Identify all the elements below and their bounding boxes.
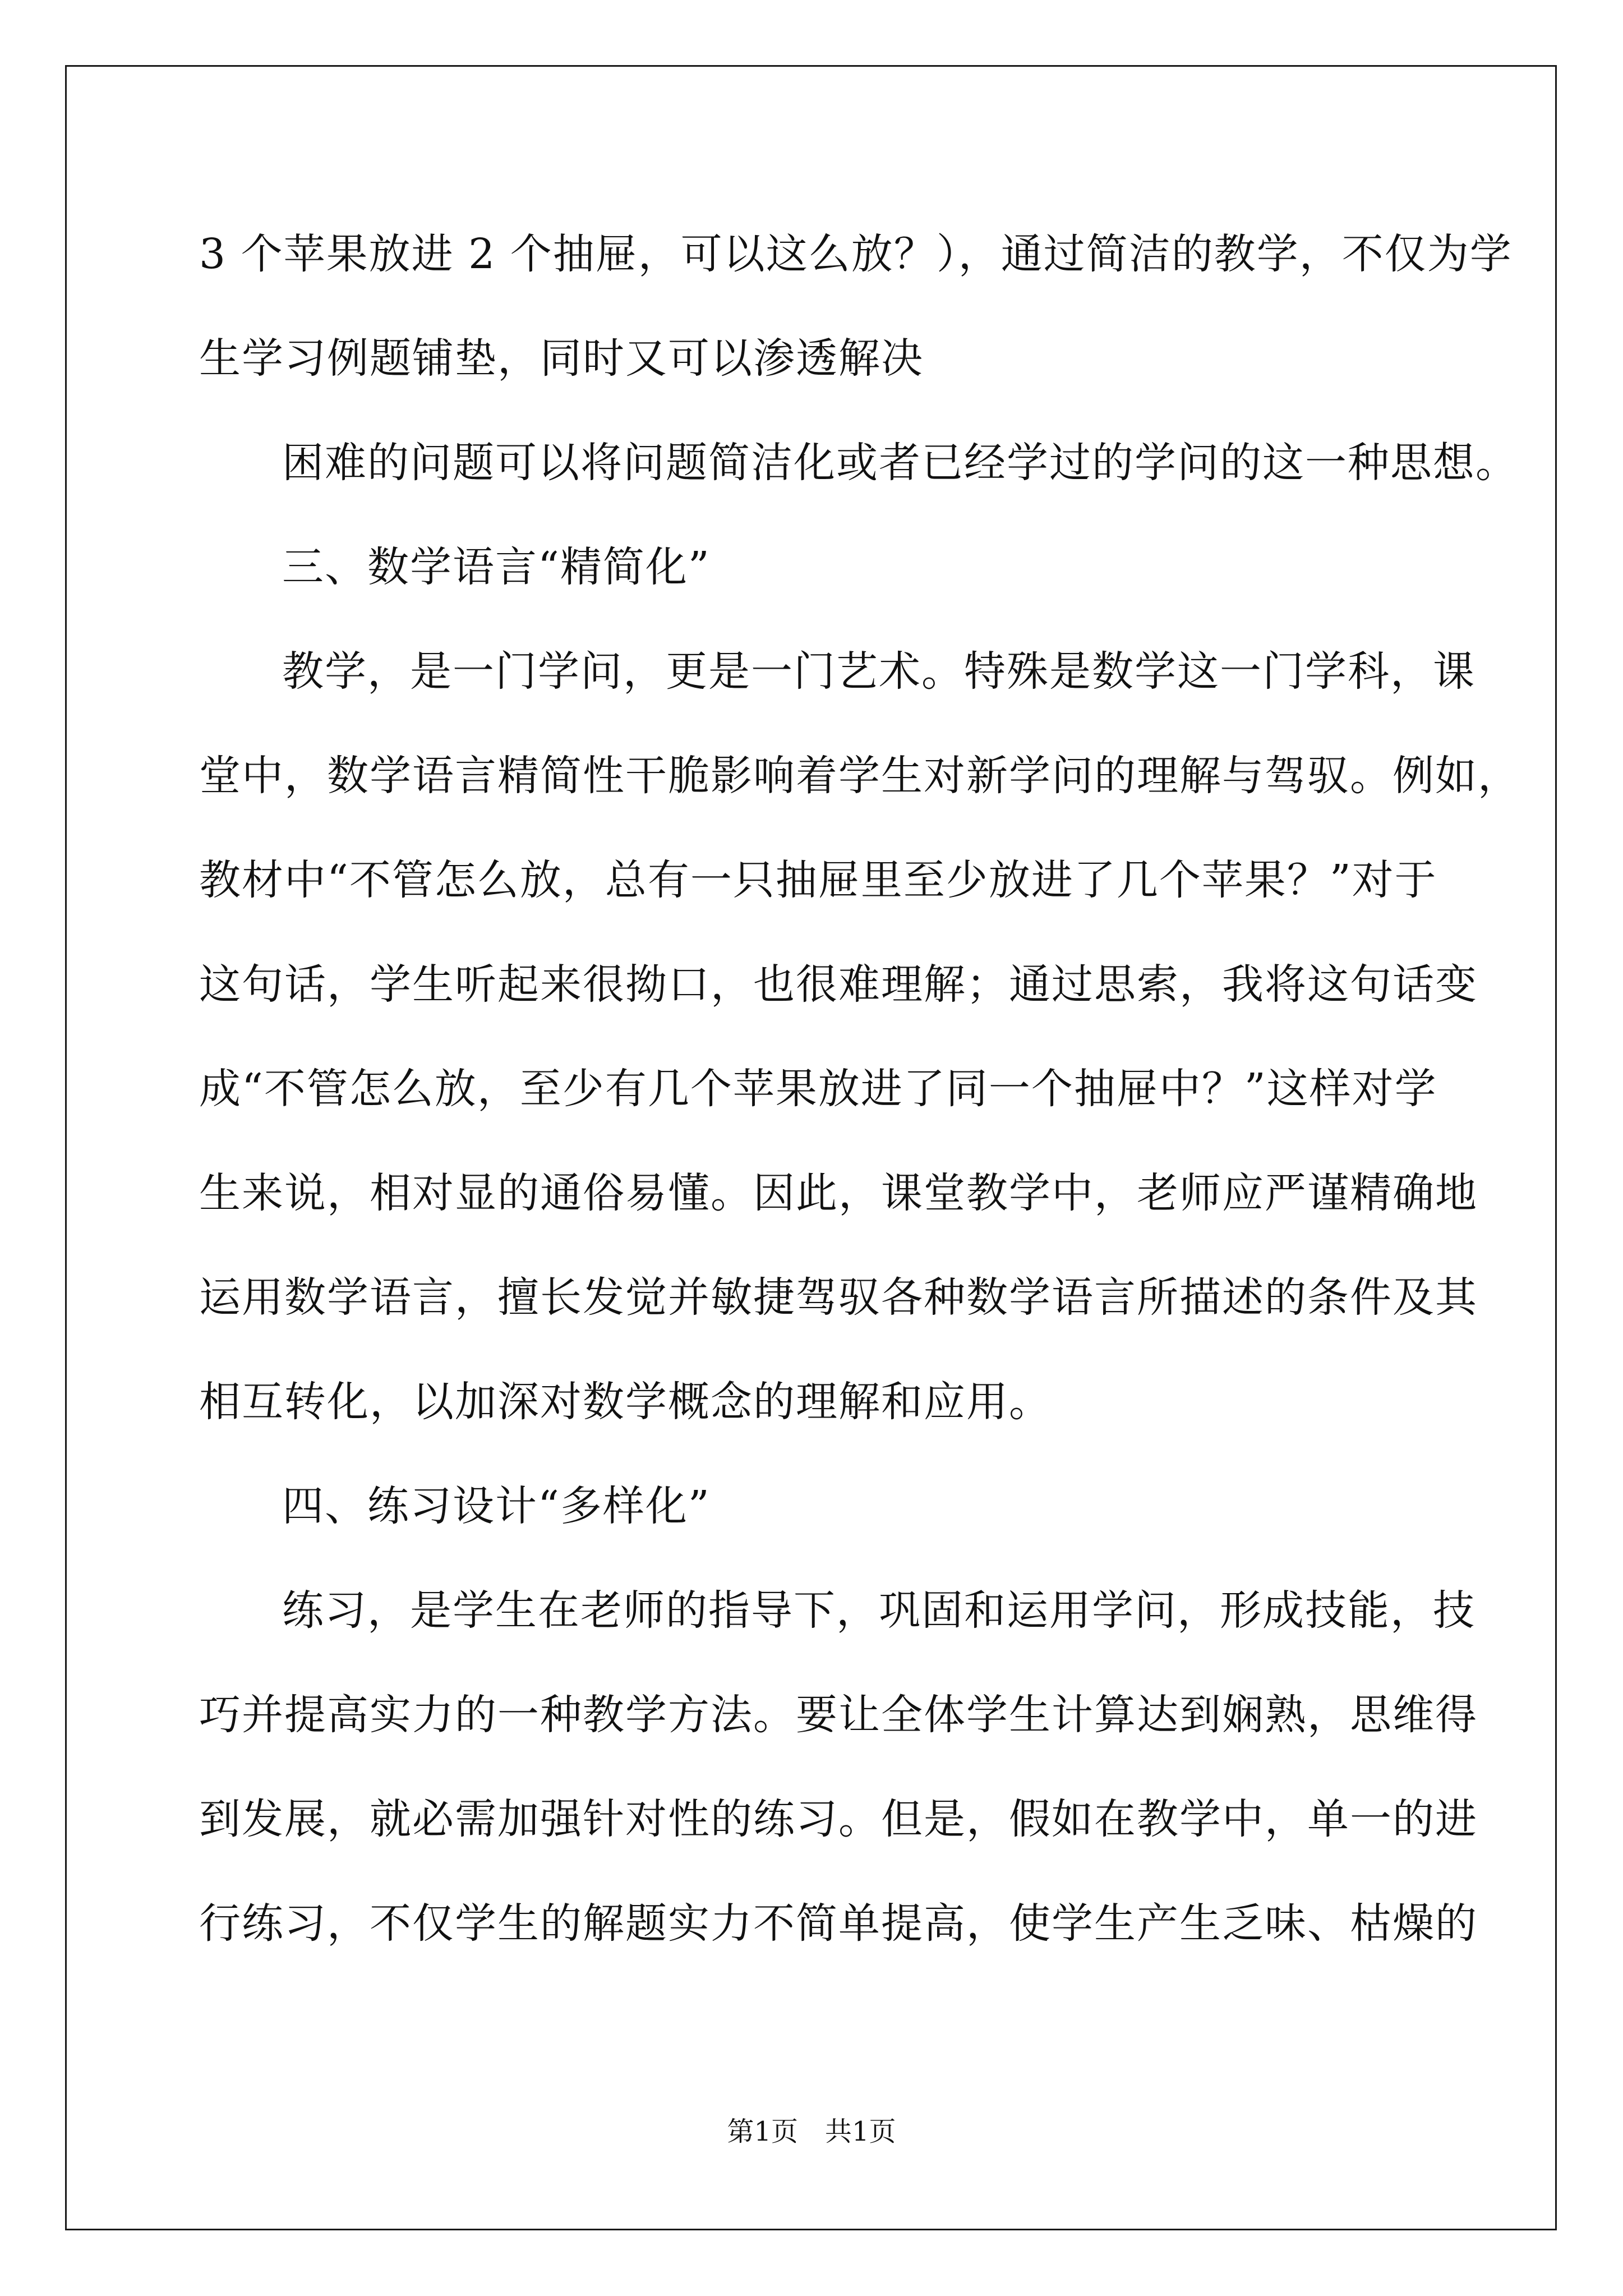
text-line: 生学习例题铺垫，同时又可以渗透解决 <box>199 334 924 383</box>
text-line: 这句话，学生听起来很拗口，也很难理解；通过思索，我将这句话变 <box>199 960 1478 1009</box>
paragraph-start: 练习，是学生在老师的指导下，巩固和运用学问，形成技能，技 <box>282 1586 1476 1635</box>
text-line: 到发展，就必需加强针对性的练习。但是，假如在教学中，单一的进 <box>199 1795 1478 1843</box>
page-number: 第1页 <box>727 2116 798 2147</box>
text-line: 成“不管怎么放，至少有几个苹果放进了同一个抽屉中？”这样对学 <box>199 1065 1437 1113</box>
document-body <box>199 202 1520 1976</box>
text-line: 教材中“不管怎么放，总有一只抽屉里至少放进了几个苹果？”对于 <box>199 856 1437 904</box>
text-line: 行练习，不仅学生的解题实力不简单提高，使学生产生乏味、枯燥的 <box>199 1899 1478 1948</box>
paragraph-start: 教学，是一门学问，更是一门艺术。特殊是数学这一门学科，课 <box>282 647 1476 696</box>
paragraph-start: 困难的问题可以将问题简洁化或者已经学过的学问的这一种思想。 <box>282 439 1518 487</box>
page-total: 共1页 <box>825 2116 896 2147</box>
text-line: 堂中，数学语言精简性干脆影响着学生对新学问的理解与驾驭。例如， <box>199 752 1520 800</box>
text-line: 巧并提高实力的一种教学方法。要让全体学生计算达到娴熟，思维得 <box>199 1691 1478 1739</box>
text-line: 运用数学语言，擅长发觉并敏捷驾驭各种数学语言所描述的条件及其 <box>199 1273 1478 1322</box>
text-line: 生来说，相对显的通俗易懂。因此，课堂教学中，老师应严谨精确地 <box>199 1169 1478 1217</box>
section-heading: 四、练习设计“多样化” <box>282 1482 711 1530</box>
section-heading: 三、数学语言“精简化” <box>282 543 711 591</box>
text-line: 相互转化，以加深对数学概念的理解和应用。 <box>199 1378 1052 1426</box>
text-line: 3 个苹果放进 2 个抽屉，可以这么放？），通过简洁的教学，不仅为学 <box>199 230 1513 278</box>
page-footer <box>0 2115 1623 2148</box>
